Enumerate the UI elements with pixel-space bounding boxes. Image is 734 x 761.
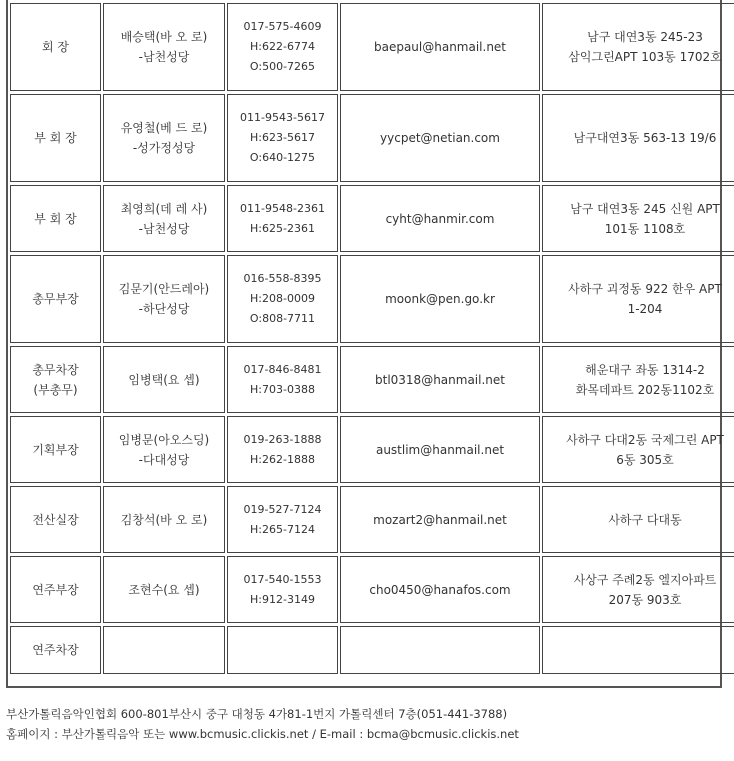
phone-line: 017-846-8481 [243, 362, 322, 376]
phone-line: 019-263-1888 [243, 432, 322, 446]
phone-cell [227, 346, 338, 413]
address-cell [542, 416, 734, 483]
phone-line: H:625-2361 [250, 221, 315, 235]
role-line: 회 장 [42, 40, 69, 54]
table-row [10, 346, 734, 413]
phone-cell [227, 626, 338, 674]
email-cell [340, 94, 540, 182]
address-line: 사하구 다대2동 국제그린 APT [566, 432, 724, 447]
address-cell [542, 626, 734, 674]
phone-line: O:640-1275 [249, 151, 316, 164]
email-cell [340, 486, 540, 553]
phone-line: 019-527-7124 [243, 502, 322, 516]
address-cell [542, 346, 734, 413]
name-cell [103, 346, 225, 413]
phone-cell [227, 185, 338, 252]
address-cell [542, 3, 734, 91]
address-line: 남구대연3동 563-13 19/6 [573, 131, 717, 145]
table-row [10, 255, 734, 343]
role-line: 총무차장 [32, 362, 79, 377]
table-row [10, 416, 734, 483]
table-row [10, 94, 734, 182]
footer-address: 부산가톨릭음악인협회 600-801부산시 중구 대청동 4가81-1번지 가톨릭센터 7층(051-441-3788) [6, 707, 508, 721]
phone-line: H:623-5617 [250, 131, 315, 144]
phone-line: 017-575-4609 [243, 20, 322, 33]
role-line: 기획부장 [32, 442, 79, 457]
role-cell [10, 3, 101, 91]
address-line: 101동 1108호 [604, 221, 686, 236]
table-row [10, 185, 734, 252]
address-line: 사상구 주례2동 엘지아파트 [573, 572, 717, 587]
email-text: baepaul@hanmail.net [373, 40, 507, 54]
name-line: -남천성당 [138, 50, 190, 64]
phone-cell [227, 255, 338, 343]
name-cell [103, 94, 225, 182]
address-line: 남구 대연3동 245 신원 APT [570, 201, 720, 216]
address-cell [542, 94, 734, 182]
name-line: 유영철(베 드 로) [120, 121, 208, 135]
address-cell [542, 556, 734, 623]
table-row [10, 486, 734, 553]
email-text: cyht@hanmir.com [385, 211, 495, 226]
footer [6, 704, 519, 744]
role-cell [10, 94, 101, 182]
role-cell [10, 185, 101, 252]
footer-contact: 홈페이지 : 부산가톨릭음악 또는 www.bcmusic.clickis.net / E-mail : bcma@bcmusic.clickis.net [6, 727, 519, 741]
phone-cell [227, 3, 338, 91]
name-line: -남천성당 [138, 221, 190, 236]
table-row [10, 3, 734, 91]
name-cell [103, 3, 225, 91]
name-line: 임병문(아오스딩) [118, 432, 210, 447]
name-line: 조현수(요 셉) [128, 582, 200, 597]
address-line: 6동 305호 [616, 452, 674, 467]
role-cell [10, 486, 101, 553]
phone-line: 011-9548-2361 [240, 201, 325, 215]
phone-line: 016-558-8395 [243, 272, 322, 285]
phone-cell [227, 416, 338, 483]
email-text: mozart2@hanmail.net [373, 512, 507, 527]
role-cell [10, 626, 101, 674]
role-cell [10, 346, 101, 413]
name-line: 배승택(바 오 로) [120, 30, 208, 44]
phone-line: H:265-7124 [250, 522, 315, 536]
name-line: -다대성당 [138, 452, 190, 467]
name-line: 김문기(안드레아) [118, 282, 210, 296]
email-cell [340, 626, 540, 674]
phone-line: H:912-3149 [250, 592, 315, 606]
address-line: 남구 대연3동 245-23 [587, 30, 703, 44]
phone-line: 011-9543-5617 [240, 111, 325, 124]
phone-line: H:208-0009 [250, 292, 315, 305]
email-text: yycpet@netian.com [380, 131, 500, 145]
phone-cell [227, 486, 338, 553]
phone-line: 017-540-1553 [243, 572, 322, 586]
phone-cell [227, 94, 338, 182]
address-line: 207동 903호 [608, 592, 682, 607]
name-cell [103, 556, 225, 623]
email-cell [340, 255, 540, 343]
address-line: 사하구 괴정동 922 한우 APT [568, 282, 722, 296]
address-cell [542, 486, 734, 553]
member-table [8, 0, 734, 677]
phone-line: H:622-6774 [250, 40, 315, 53]
address-line: 해운대구 좌동 1314-2 [585, 362, 705, 377]
table-row [10, 556, 734, 623]
role-line: 연주차장 [32, 643, 79, 657]
email-text: btl0318@hanmail.net [375, 372, 505, 387]
email-text: moonk@pen.go.kr [385, 292, 495, 306]
role-cell [10, 556, 101, 623]
email-cell [340, 185, 540, 252]
phone-line: H:703-0388 [250, 382, 315, 396]
name-cell [103, 626, 225, 674]
name-line: -성가정성당 [132, 141, 196, 155]
email-cell [340, 3, 540, 91]
name-cell [103, 486, 225, 553]
email-cell [340, 556, 540, 623]
role-line: 부 회 장 [34, 211, 77, 226]
email-cell [340, 416, 540, 483]
role-cell [10, 255, 101, 343]
role-line: 총무부장 [32, 292, 79, 306]
address-line: 1-204 [627, 302, 663, 316]
name-line: 임병택(요 셉) [128, 372, 200, 387]
name-cell [103, 255, 225, 343]
member-table-body [10, 3, 734, 674]
role-cell [10, 416, 101, 483]
name-line: 최영희(데 레 사) [120, 201, 208, 216]
address-line: 사하구 다대동 [608, 512, 682, 527]
name-line: 김창석(바 오 로) [120, 512, 208, 527]
name-line: -하단성당 [138, 302, 190, 316]
phone-line: O:808-7711 [249, 312, 316, 325]
phone-line: O:500-7265 [249, 60, 316, 73]
role-line: 전산실장 [32, 512, 79, 527]
name-cell [103, 185, 225, 252]
email-cell [340, 346, 540, 413]
phone-cell [227, 556, 338, 623]
email-text: cho0450@hanafos.com [369, 582, 511, 597]
role-line: (부총무) [33, 382, 78, 397]
role-line: 부 회 장 [34, 131, 77, 145]
role-line: 연주부장 [32, 582, 79, 597]
address-line: 화목데파트 202동1102호 [575, 382, 715, 397]
table-row [10, 626, 734, 674]
address-cell [542, 255, 734, 343]
address-cell [542, 185, 734, 252]
email-text: austlim@hanmail.net [375, 442, 505, 457]
name-cell [103, 416, 225, 483]
phone-line: H:262-1888 [250, 452, 315, 466]
address-line: 삼익그린APT 103동 1702호 [568, 50, 722, 64]
